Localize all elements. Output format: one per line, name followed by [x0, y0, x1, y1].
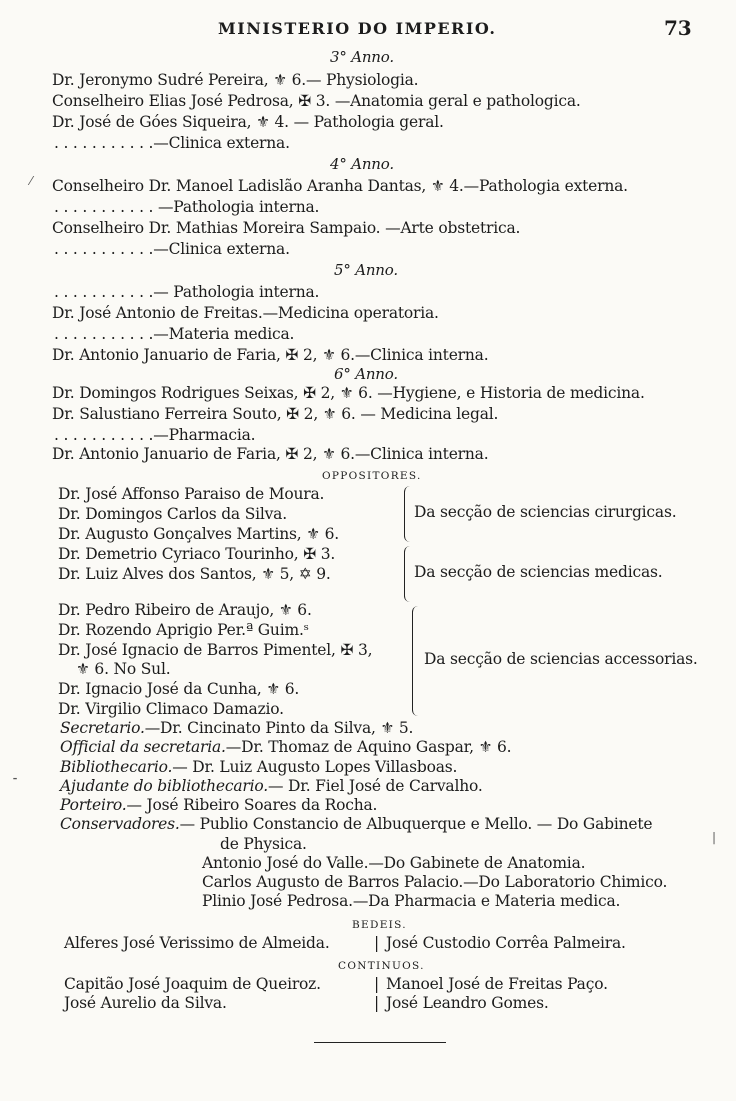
oppositor-name: Dr. Domingos Carlos da Silva.: [58, 505, 287, 523]
staff-role: Secretario.: [60, 719, 145, 737]
column-divider: |: [374, 975, 380, 993]
year-heading-4: 4° Anno.: [330, 155, 394, 173]
oppositores-heading: OPPOSITORES.: [322, 470, 422, 482]
staff-role: Ajudante do bibliothecario.: [60, 777, 268, 795]
oppositor-name: ⚜ 6. No Sul.: [76, 660, 171, 678]
year4-line: . . . . . . . . . . .—Clinica externa.: [54, 240, 290, 258]
year6-line: Dr. Salustiano Ferreira Souto, ✠ 2, ⚜ 6. — Medicina legal.: [52, 405, 499, 423]
section-brace: [412, 606, 421, 716]
staff-role: Bibliothecario.: [60, 758, 173, 776]
staff-role: Porteiro.: [60, 796, 127, 814]
oppositor-name: Dr. Virgilio Climaco Damazio.: [58, 700, 284, 718]
oppositor-name: Dr. Pedro Ribeiro de Araujo, ⚜ 6.: [58, 601, 312, 619]
year5-line: Dr. José Antonio de Freitas.—Medicina operatoria.: [52, 304, 439, 322]
year-heading-3: 3° Anno.: [330, 48, 394, 66]
year4-line: Conselheiro Dr. Manoel Ladislão Aranha Dantas, ⚜ 4.—Pathologia externa.: [52, 177, 628, 195]
year4-line: Conselheiro Dr. Mathias Moreira Sampaio. —Arte obstetrica.: [52, 219, 521, 237]
continuo-name: Capitão José Joaquim de Queiroz.: [64, 975, 321, 993]
staff-text: — José Ribeiro Soares da Rocha.: [126, 796, 378, 814]
margin-mark: |: [712, 830, 717, 844]
staff-role: Official da secretaria.: [60, 738, 226, 756]
staff-role: Conservadores.: [60, 815, 180, 833]
oppositor-name: Dr. Rozendo Aprigio Per.ª Guim.ˢ: [58, 621, 309, 639]
column-divider: |: [374, 934, 380, 952]
year3-line: Dr. José de Góes Siqueira, ⚜ 4. — Pathologia geral.: [52, 113, 444, 131]
conservador-line: Antonio José do Valle.—Do Gabinete de Anatomia.: [202, 854, 586, 872]
oppositor-name: Dr. José Ignacio de Barros Pimentel, ✠ 3,: [58, 641, 373, 659]
bottom-rule: [314, 1042, 446, 1043]
section-label: Da secção de sciencias cirurgicas.: [414, 503, 677, 521]
continuo-name: José Aurelio da Silva.: [64, 994, 227, 1012]
continuos-heading: CONTINUOS.: [338, 960, 425, 972]
year3-line: Dr. Jeronymo Sudré Pereira, ⚜ 6.— Physiologia.: [52, 71, 419, 89]
staff-line: [60, 719, 413, 737]
continuo-name: José Leandro Gomes.: [386, 994, 549, 1012]
page-number: 73: [664, 16, 692, 40]
staff-text: —Dr. Thomaz de Aquino Gaspar, ⚜ 6.: [225, 738, 512, 756]
oppositor-name: Dr. Demetrio Cyriaco Tourinho, ✠ 3.: [58, 545, 336, 563]
continuo-name: Manoel José de Freitas Paço.: [386, 975, 608, 993]
year-heading-6: 6° Anno.: [334, 365, 398, 383]
oppositor-name: Dr. Luiz Alves dos Santos, ⚜ 5, ✡ 9.: [58, 565, 331, 583]
staff-text: — Dr. Luiz Augusto Lopes Villasboas.: [172, 758, 458, 776]
section-label: Da secção de sciencias accessorias.: [424, 650, 698, 668]
year5-line: . . . . . . . . . . .— Pathologia interna.: [54, 283, 320, 301]
staff-line: [60, 777, 483, 795]
year6-line: Dr. Domingos Rodrigues Seixas, ✠ 2, ⚜ 6. —Hygiene, e Historia de medicina.: [52, 384, 645, 402]
staff-line: [60, 738, 511, 756]
bedel-name: José Custodio Corrêa Palmeira.: [386, 934, 626, 952]
conservador-line: de Physica.: [220, 835, 307, 853]
year4-line: . . . . . . . . . . . —Pathologia interna.: [54, 198, 320, 216]
year3-line: . . . . . . . . . . .—Clinica externa.: [54, 134, 290, 152]
staff-line: [60, 758, 457, 776]
oppositor-name: Dr. José Affonso Paraiso de Moura.: [58, 485, 325, 503]
staff-text: — Dr. Fiel José de Carvalho.: [267, 777, 483, 795]
year3-line: Conselheiro Elias José Pedrosa, ✠ 3. —Anatomia geral e pathologica.: [52, 92, 581, 110]
section-brace: [404, 546, 413, 602]
staff-text: — Publio Constancio de Albuquerque e Mello. — Do Gabinete: [179, 815, 653, 833]
column-divider: |: [374, 994, 380, 1012]
year-heading-5: 5° Anno.: [334, 261, 398, 279]
conservador-line: Carlos Augusto de Barros Palacio.—Do Laboratorio Chimico.: [202, 873, 668, 891]
bedel-name: Alferes José Verissimo de Almeida.: [64, 934, 330, 952]
bedeis-heading: BEDEIS.: [352, 919, 407, 931]
staff-line: [60, 815, 652, 833]
page-header-title: MINISTERIO DO IMPERIO.: [218, 19, 497, 38]
oppositor-name: Dr. Augusto Gonçalves Martins, ⚜ 6.: [58, 525, 340, 543]
year5-line: . . . . . . . . . . .—Materia medica.: [54, 325, 295, 343]
margin-mark: ⁄: [30, 174, 33, 188]
section-brace: [404, 486, 413, 542]
staff-text: —Dr. Cincinato Pinto da Silva, ⚜ 5.: [144, 719, 414, 737]
section-label: Da secção de sciencias medicas.: [414, 563, 663, 581]
oppositor-name: Dr. Ignacio José da Cunha, ⚜ 6.: [58, 680, 300, 698]
year6-line: Dr. Antonio Januario de Faria, ✠ 2, ⚜ 6.—Clinica interna.: [52, 445, 489, 463]
year6-line: . . . . . . . . . . .—Pharmacia.: [54, 426, 256, 444]
staff-line: [60, 796, 377, 814]
margin-mark: ⁃: [12, 772, 18, 786]
year5-line: Dr. Antonio Januario de Faria, ✠ 2, ⚜ 6.—Clinica interna.: [52, 346, 489, 364]
conservador-line: Plinio José Pedrosa.—Da Pharmacia e Materia medica.: [202, 892, 621, 910]
